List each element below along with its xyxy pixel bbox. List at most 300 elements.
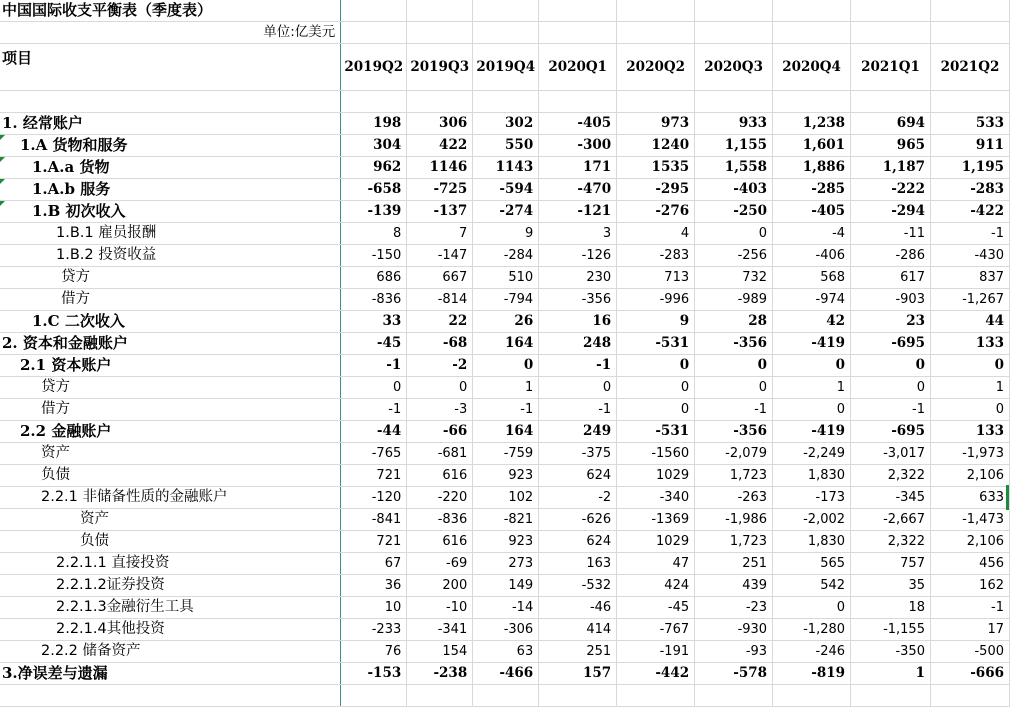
cell[interactable]: [773, 0, 851, 22]
cell[interactable]: [473, 685, 539, 707]
cell[interactable]: [930, 91, 1009, 113]
value-cell[interactable]: 721: [341, 465, 407, 487]
value-cell[interactable]: 0: [773, 597, 851, 619]
value-cell[interactable]: -405: [773, 201, 851, 223]
value-cell[interactable]: 973: [617, 113, 695, 135]
cell[interactable]: [851, 91, 931, 113]
cell[interactable]: [539, 0, 617, 22]
value-cell[interactable]: 67: [341, 553, 407, 575]
value-cell[interactable]: -1: [930, 223, 1009, 245]
cell[interactable]: [617, 91, 695, 113]
value-cell[interactable]: 273: [473, 553, 539, 575]
value-cell[interactable]: -442: [617, 663, 695, 685]
value-cell[interactable]: 456: [930, 553, 1009, 575]
value-cell[interactable]: 1,830: [773, 531, 851, 553]
value-cell[interactable]: -340: [617, 487, 695, 509]
value-cell[interactable]: 163: [539, 553, 617, 575]
value-cell[interactable]: -1,473: [930, 509, 1009, 531]
value-cell[interactable]: -470: [539, 179, 617, 201]
value-cell[interactable]: -345: [851, 487, 931, 509]
value-cell[interactable]: 3: [539, 223, 617, 245]
value-cell[interactable]: 2,322: [851, 465, 931, 487]
cell[interactable]: [0, 685, 341, 707]
value-cell[interactable]: 633: [930, 487, 1009, 509]
row-label[interactable]: 1.B.1 雇员报酬: [0, 223, 341, 245]
value-cell[interactable]: 2,106: [930, 465, 1009, 487]
value-cell[interactable]: -139: [341, 201, 407, 223]
value-cell[interactable]: 28: [695, 311, 773, 333]
value-cell[interactable]: -422: [930, 201, 1009, 223]
value-cell[interactable]: -23: [695, 597, 773, 619]
row-label[interactable]: 2.2.1 非储备性质的金融账户: [0, 487, 341, 509]
cell[interactable]: [407, 22, 473, 44]
cell[interactable]: [0, 91, 341, 113]
value-cell[interactable]: 4: [617, 223, 695, 245]
quarter-header[interactable]: 2019Q3: [407, 44, 473, 91]
value-cell[interactable]: -1: [930, 597, 1009, 619]
value-cell[interactable]: 510: [473, 267, 539, 289]
row-label[interactable]: 2.2 金融账户: [0, 421, 341, 443]
value-cell[interactable]: 0: [617, 355, 695, 377]
value-cell[interactable]: -466: [473, 663, 539, 685]
value-cell[interactable]: 306: [407, 113, 473, 135]
value-cell[interactable]: -930: [695, 619, 773, 641]
value-cell[interactable]: 1143: [473, 157, 539, 179]
value-cell[interactable]: 624: [539, 465, 617, 487]
value-cell[interactable]: 0: [695, 377, 773, 399]
cell[interactable]: [773, 685, 851, 707]
value-cell[interactable]: 923: [473, 531, 539, 553]
value-cell[interactable]: -1: [341, 399, 407, 421]
value-cell[interactable]: -3,017: [851, 443, 931, 465]
value-cell[interactable]: 713: [617, 267, 695, 289]
value-cell[interactable]: -250: [695, 201, 773, 223]
row-label[interactable]: 资产: [0, 509, 341, 531]
value-cell[interactable]: -430: [930, 245, 1009, 267]
cell[interactable]: [539, 91, 617, 113]
quarter-header[interactable]: 2020Q4: [773, 44, 851, 91]
quarter-header[interactable]: 2021Q1: [851, 44, 931, 91]
value-cell[interactable]: -1: [539, 355, 617, 377]
value-cell[interactable]: -794: [473, 289, 539, 311]
value-cell[interactable]: 565: [773, 553, 851, 575]
value-cell[interactable]: 10: [341, 597, 407, 619]
value-cell[interactable]: 162: [930, 575, 1009, 597]
cell[interactable]: [473, 0, 539, 22]
value-cell[interactable]: -153: [341, 663, 407, 685]
quarter-header[interactable]: 2020Q2: [617, 44, 695, 91]
value-cell[interactable]: -1,280: [773, 619, 851, 641]
cell[interactable]: [539, 685, 617, 707]
value-cell[interactable]: 1,601: [773, 135, 851, 157]
value-cell[interactable]: -44: [341, 421, 407, 443]
value-cell[interactable]: 1,195: [930, 157, 1009, 179]
value-cell[interactable]: 302: [473, 113, 539, 135]
value-cell[interactable]: -1,973: [930, 443, 1009, 465]
value-cell[interactable]: -3: [407, 399, 473, 421]
value-cell[interactable]: 9: [617, 311, 695, 333]
value-cell[interactable]: -233: [341, 619, 407, 641]
value-cell[interactable]: -126: [539, 245, 617, 267]
value-cell[interactable]: 171: [539, 157, 617, 179]
value-cell[interactable]: -989: [695, 289, 773, 311]
row-label[interactable]: 1.B.2 投资收益: [0, 245, 341, 267]
value-cell[interactable]: -356: [695, 333, 773, 355]
value-cell[interactable]: 1535: [617, 157, 695, 179]
value-cell[interactable]: -974: [773, 289, 851, 311]
value-cell[interactable]: -10: [407, 597, 473, 619]
value-cell[interactable]: 1,886: [773, 157, 851, 179]
value-cell[interactable]: 0: [773, 399, 851, 421]
quarter-header[interactable]: 2021Q2: [930, 44, 1009, 91]
value-cell[interactable]: 694: [851, 113, 931, 135]
value-cell[interactable]: 616: [407, 465, 473, 487]
row-label[interactable]: 1.B 初次收入: [0, 201, 341, 223]
value-cell[interactable]: -1,986: [695, 509, 773, 531]
value-cell[interactable]: 1,558: [695, 157, 773, 179]
row-label[interactable]: 贷方: [0, 267, 341, 289]
value-cell[interactable]: 0: [695, 355, 773, 377]
value-cell[interactable]: -532: [539, 575, 617, 597]
value-cell[interactable]: -46: [539, 597, 617, 619]
value-cell[interactable]: 133: [930, 333, 1009, 355]
quarter-header[interactable]: 2020Q3: [695, 44, 773, 91]
value-cell[interactable]: 1: [773, 377, 851, 399]
value-cell[interactable]: -1: [851, 399, 931, 421]
cell[interactable]: [617, 0, 695, 22]
value-cell[interactable]: -2,002: [773, 509, 851, 531]
row-label[interactable]: 2. 资本和金融账户: [0, 333, 341, 355]
value-cell[interactable]: 1,155: [695, 135, 773, 157]
value-cell[interactable]: 1: [851, 663, 931, 685]
value-cell[interactable]: 617: [851, 267, 931, 289]
value-cell[interactable]: 1240: [617, 135, 695, 157]
value-cell[interactable]: 249: [539, 421, 617, 443]
value-cell[interactable]: 149: [473, 575, 539, 597]
value-cell[interactable]: -222: [851, 179, 931, 201]
cell[interactable]: [695, 0, 773, 22]
cell[interactable]: [539, 22, 617, 44]
value-cell[interactable]: -1,267: [930, 289, 1009, 311]
cell[interactable]: [773, 91, 851, 113]
cell[interactable]: [773, 22, 851, 44]
value-cell[interactable]: -121: [539, 201, 617, 223]
value-cell[interactable]: -2,079: [695, 443, 773, 465]
value-cell[interactable]: 0: [473, 355, 539, 377]
value-cell[interactable]: 9: [473, 223, 539, 245]
value-cell[interactable]: -1369: [617, 509, 695, 531]
row-label[interactable]: 借方: [0, 399, 341, 421]
value-cell[interactable]: 0: [617, 377, 695, 399]
value-cell[interactable]: -294: [851, 201, 931, 223]
value-cell[interactable]: 1,238: [773, 113, 851, 135]
value-cell[interactable]: -996: [617, 289, 695, 311]
value-cell[interactable]: 102: [473, 487, 539, 509]
cell[interactable]: [930, 0, 1009, 22]
row-label[interactable]: 2.1 资本账户: [0, 355, 341, 377]
value-cell[interactable]: -306: [473, 619, 539, 641]
value-cell[interactable]: -356: [539, 289, 617, 311]
value-cell[interactable]: -626: [539, 509, 617, 531]
value-cell[interactable]: 248: [539, 333, 617, 355]
cell[interactable]: [930, 22, 1009, 44]
value-cell[interactable]: -147: [407, 245, 473, 267]
value-cell[interactable]: 63: [473, 641, 539, 663]
sheet-title[interactable]: 中国国际收支平衡表（季度表）: [0, 0, 341, 22]
value-cell[interactable]: 22: [407, 311, 473, 333]
cell[interactable]: [341, 91, 407, 113]
value-cell[interactable]: 422: [407, 135, 473, 157]
cell[interactable]: [851, 22, 931, 44]
value-cell[interactable]: 2,106: [930, 531, 1009, 553]
value-cell[interactable]: -841: [341, 509, 407, 531]
value-cell[interactable]: -263: [695, 487, 773, 509]
row-label[interactable]: 负债: [0, 531, 341, 553]
value-cell[interactable]: 962: [341, 157, 407, 179]
value-cell[interactable]: 686: [341, 267, 407, 289]
value-cell[interactable]: 0: [617, 399, 695, 421]
value-cell[interactable]: -220: [407, 487, 473, 509]
value-cell[interactable]: 732: [695, 267, 773, 289]
value-cell[interactable]: -356: [695, 421, 773, 443]
value-cell[interactable]: 251: [695, 553, 773, 575]
value-cell[interactable]: 304: [341, 135, 407, 157]
value-cell[interactable]: -295: [617, 179, 695, 201]
value-cell[interactable]: 1146: [407, 157, 473, 179]
value-cell[interactable]: 18: [851, 597, 931, 619]
value-cell[interactable]: -238: [407, 663, 473, 685]
value-cell[interactable]: -375: [539, 443, 617, 465]
value-cell[interactable]: -286: [851, 245, 931, 267]
value-cell[interactable]: 17: [930, 619, 1009, 641]
value-cell[interactable]: -419: [773, 333, 851, 355]
value-cell[interactable]: 42: [773, 311, 851, 333]
value-cell[interactable]: 1,830: [773, 465, 851, 487]
row-label[interactable]: 2.2.1.1 直接投资: [0, 553, 341, 575]
value-cell[interactable]: -276: [617, 201, 695, 223]
value-cell[interactable]: 23: [851, 311, 931, 333]
value-cell[interactable]: -274: [473, 201, 539, 223]
value-cell[interactable]: 33: [341, 311, 407, 333]
value-cell[interactable]: 533: [930, 113, 1009, 135]
value-cell[interactable]: -725: [407, 179, 473, 201]
row-label[interactable]: 负债: [0, 465, 341, 487]
cell[interactable]: [341, 22, 407, 44]
cell[interactable]: [695, 685, 773, 707]
value-cell[interactable]: -2,249: [773, 443, 851, 465]
value-cell[interactable]: 35: [851, 575, 931, 597]
value-cell[interactable]: -14: [473, 597, 539, 619]
value-cell[interactable]: 2,322: [851, 531, 931, 553]
cell[interactable]: [851, 0, 931, 22]
value-cell[interactable]: 0: [539, 377, 617, 399]
cell[interactable]: [617, 685, 695, 707]
value-cell[interactable]: 568: [773, 267, 851, 289]
value-cell[interactable]: -666: [930, 663, 1009, 685]
value-cell[interactable]: -4: [773, 223, 851, 245]
cell[interactable]: [930, 685, 1009, 707]
value-cell[interactable]: 965: [851, 135, 931, 157]
value-cell[interactable]: -256: [695, 245, 773, 267]
cell[interactable]: [341, 685, 407, 707]
value-cell[interactable]: 624: [539, 531, 617, 553]
value-cell[interactable]: 44: [930, 311, 1009, 333]
value-cell[interactable]: 0: [851, 377, 931, 399]
value-cell[interactable]: -403: [695, 179, 773, 201]
value-cell[interactable]: 133: [930, 421, 1009, 443]
row-label[interactable]: 2.2.1.3金融衍生工具: [0, 597, 341, 619]
quarter-header[interactable]: 2020Q1: [539, 44, 617, 91]
row-label[interactable]: 1. 经常账户: [0, 113, 341, 135]
value-cell[interactable]: -45: [341, 333, 407, 355]
cell[interactable]: [473, 22, 539, 44]
value-cell[interactable]: -695: [851, 333, 931, 355]
value-cell[interactable]: -767: [617, 619, 695, 641]
value-cell[interactable]: -2,667: [851, 509, 931, 531]
value-cell[interactable]: 0: [851, 355, 931, 377]
value-cell[interactable]: -1: [341, 355, 407, 377]
value-cell[interactable]: 911: [930, 135, 1009, 157]
value-cell[interactable]: 36: [341, 575, 407, 597]
cell[interactable]: [473, 91, 539, 113]
value-cell[interactable]: 8: [341, 223, 407, 245]
row-label[interactable]: 借方: [0, 289, 341, 311]
value-cell[interactable]: -283: [930, 179, 1009, 201]
value-cell[interactable]: -819: [773, 663, 851, 685]
value-cell[interactable]: -1: [539, 399, 617, 421]
value-cell[interactable]: -120: [341, 487, 407, 509]
value-cell[interactable]: -759: [473, 443, 539, 465]
cell[interactable]: [617, 22, 695, 44]
value-cell[interactable]: 757: [851, 553, 931, 575]
value-cell[interactable]: 76: [341, 641, 407, 663]
value-cell[interactable]: -300: [539, 135, 617, 157]
cell[interactable]: [407, 0, 473, 22]
value-cell[interactable]: 47: [617, 553, 695, 575]
value-cell[interactable]: -405: [539, 113, 617, 135]
row-label[interactable]: 1.A 货物和服务: [0, 135, 341, 157]
value-cell[interactable]: 26: [473, 311, 539, 333]
row-label[interactable]: 贷方: [0, 377, 341, 399]
value-cell[interactable]: -2: [539, 487, 617, 509]
value-cell[interactable]: -765: [341, 443, 407, 465]
value-cell[interactable]: 923: [473, 465, 539, 487]
value-cell[interactable]: -406: [773, 245, 851, 267]
value-cell[interactable]: 200: [407, 575, 473, 597]
value-cell[interactable]: -69: [407, 553, 473, 575]
row-label[interactable]: 资产: [0, 443, 341, 465]
value-cell[interactable]: -836: [407, 509, 473, 531]
value-cell[interactable]: -821: [473, 509, 539, 531]
value-cell[interactable]: 1: [930, 377, 1009, 399]
value-cell[interactable]: 1,187: [851, 157, 931, 179]
value-cell[interactable]: -173: [773, 487, 851, 509]
value-cell[interactable]: -93: [695, 641, 773, 663]
value-cell[interactable]: -137: [407, 201, 473, 223]
value-cell[interactable]: -285: [773, 179, 851, 201]
value-cell[interactable]: -500: [930, 641, 1009, 663]
value-cell[interactable]: -1560: [617, 443, 695, 465]
value-cell[interactable]: 230: [539, 267, 617, 289]
value-cell[interactable]: 0: [341, 377, 407, 399]
value-cell[interactable]: 0: [930, 399, 1009, 421]
value-cell[interactable]: -350: [851, 641, 931, 663]
value-cell[interactable]: -150: [341, 245, 407, 267]
unit-label[interactable]: 单位:亿美元: [0, 22, 341, 44]
value-cell[interactable]: 439: [695, 575, 773, 597]
value-cell[interactable]: -681: [407, 443, 473, 465]
value-cell[interactable]: -531: [617, 421, 695, 443]
value-cell[interactable]: 0: [773, 355, 851, 377]
value-cell[interactable]: 157: [539, 663, 617, 685]
value-cell[interactable]: 721: [341, 531, 407, 553]
value-cell[interactable]: 0: [930, 355, 1009, 377]
row-label[interactable]: 2.2.2 储备资产: [0, 641, 341, 663]
value-cell[interactable]: -578: [695, 663, 773, 685]
value-cell[interactable]: 667: [407, 267, 473, 289]
cell[interactable]: [695, 91, 773, 113]
value-cell[interactable]: 424: [617, 575, 695, 597]
value-cell[interactable]: 16: [539, 311, 617, 333]
value-cell[interactable]: -1: [473, 399, 539, 421]
value-cell[interactable]: 616: [407, 531, 473, 553]
value-cell[interactable]: -191: [617, 641, 695, 663]
cell[interactable]: [407, 91, 473, 113]
value-cell[interactable]: 0: [695, 223, 773, 245]
value-cell[interactable]: 154: [407, 641, 473, 663]
cell[interactable]: [851, 685, 931, 707]
value-cell[interactable]: 837: [930, 267, 1009, 289]
value-cell[interactable]: -903: [851, 289, 931, 311]
cell[interactable]: [407, 685, 473, 707]
row-label[interactable]: 3.净误差与遗漏: [0, 663, 341, 685]
value-cell[interactable]: 1: [473, 377, 539, 399]
cell[interactable]: [341, 0, 407, 22]
value-cell[interactable]: 1,723: [695, 531, 773, 553]
row-label[interactable]: 1.A.a 货物: [0, 157, 341, 179]
value-cell[interactable]: 1029: [617, 531, 695, 553]
value-cell[interactable]: 198: [341, 113, 407, 135]
value-cell[interactable]: 550: [473, 135, 539, 157]
value-cell[interactable]: 164: [473, 333, 539, 355]
value-cell[interactable]: 933: [695, 113, 773, 135]
value-cell[interactable]: 414: [539, 619, 617, 641]
value-cell[interactable]: -11: [851, 223, 931, 245]
value-cell[interactable]: 251: [539, 641, 617, 663]
value-cell[interactable]: 1,723: [695, 465, 773, 487]
value-cell[interactable]: -1,155: [851, 619, 931, 641]
row-label[interactable]: 1.A.b 服务: [0, 179, 341, 201]
value-cell[interactable]: -419: [773, 421, 851, 443]
value-cell[interactable]: -1: [695, 399, 773, 421]
value-cell[interactable]: 164: [473, 421, 539, 443]
quarter-header[interactable]: 2019Q2: [341, 44, 407, 91]
item-column-header[interactable]: 项目: [0, 44, 341, 91]
value-cell[interactable]: -68: [407, 333, 473, 355]
value-cell[interactable]: -836: [341, 289, 407, 311]
quarter-header[interactable]: 2019Q4: [473, 44, 539, 91]
value-cell[interactable]: -284: [473, 245, 539, 267]
value-cell[interactable]: -695: [851, 421, 931, 443]
value-cell[interactable]: -45: [617, 597, 695, 619]
value-cell[interactable]: 7: [407, 223, 473, 245]
value-cell[interactable]: 542: [773, 575, 851, 597]
value-cell[interactable]: -814: [407, 289, 473, 311]
value-cell[interactable]: -2: [407, 355, 473, 377]
value-cell[interactable]: -531: [617, 333, 695, 355]
selection-handle[interactable]: [1006, 485, 1009, 510]
value-cell[interactable]: -283: [617, 245, 695, 267]
